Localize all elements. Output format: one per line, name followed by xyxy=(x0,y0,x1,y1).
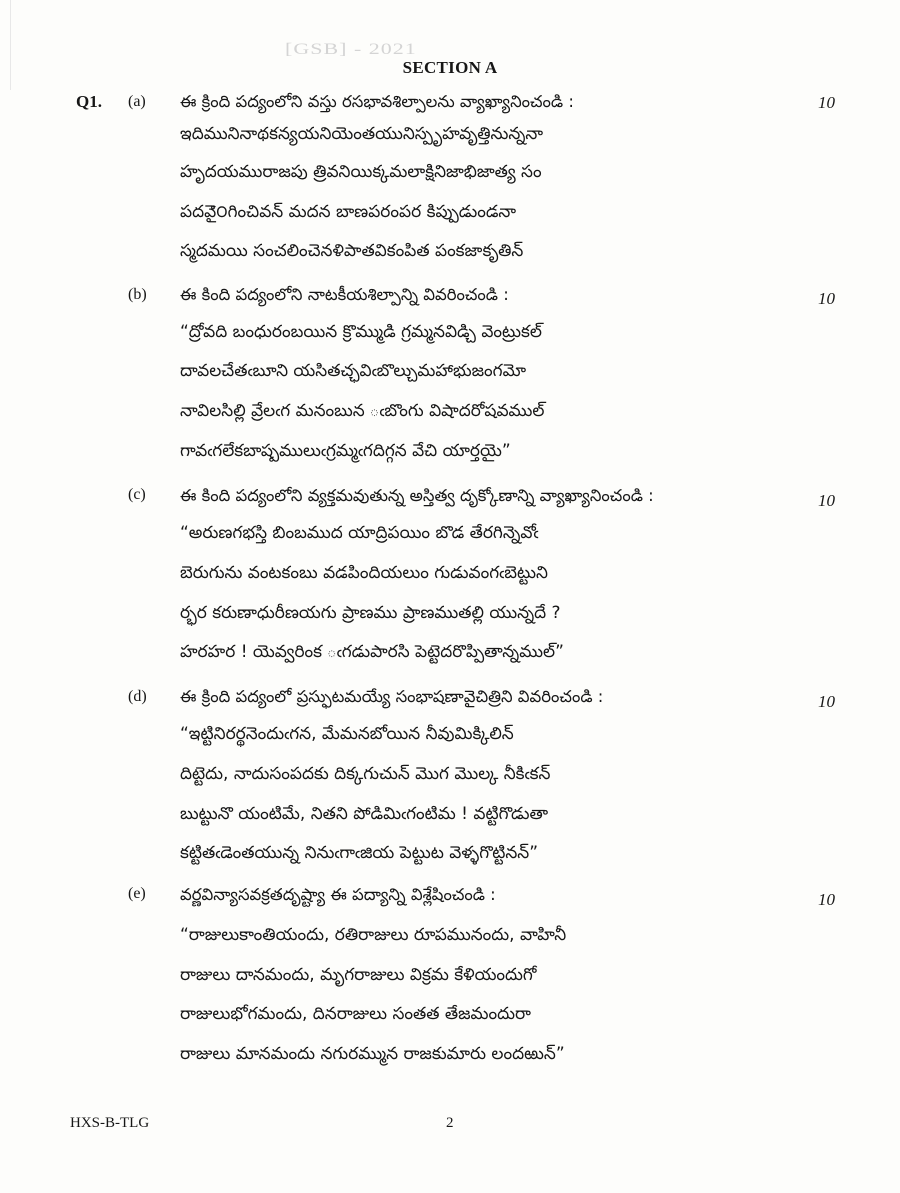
part-label-d: (d) xyxy=(128,688,147,705)
prompt-a: ఈ క్రింది పద్యంలోని వస్తు రసభావశిల్పాలను వ్యాఖ్యానించండి : xyxy=(180,92,574,111)
part-label-b: (b) xyxy=(128,286,147,303)
poem-line-a-2: హృదయమురాజపు త్రివనియిక్కమలాక్షినిజాభిజాత్య సం xyxy=(180,162,542,182)
section-title: SECTION A xyxy=(402,58,498,77)
poem-line-c-1: “అరుణగభస్తి బింబముద యాద్రిపయిం బొడ తేరగిన్నెవోఁ xyxy=(180,523,539,543)
poem-line-c-3: ర్భర కరుణాధురీణయగు ప్రాణము ప్రాణముతల్లి యున్నదే ? xyxy=(180,603,561,623)
poem-line-b-1: “ద్రోవది బంధురంబయిన క్రొమ్ముడి గ్రమ్మనవిడ్చి వెంట్రుకల్ xyxy=(180,322,542,342)
poem-line-a-4: స్మదమయి సంచలించెనళిపాతవికంపిత పంకజాకృతిన్ xyxy=(180,241,524,261)
poem-line-b-4: గావఁగలేకబాష్పములుఁగ్రమ్మఁగదిగ్గన వేచి యార్తయై” xyxy=(180,441,511,461)
marks-a: 10 xyxy=(818,93,835,112)
poem-line-c-4: హరహర ! యెవ్వరింక ఁగడుపారసి పెట్టెదరొప్పితాన్నముల్” xyxy=(180,642,564,662)
part-label-a: (a) xyxy=(128,93,146,110)
prompt-b: ఈ కింది పద్యంలోని నాటకీయశిల్పాన్ని వివరించండి : xyxy=(180,285,509,304)
marks-e: 10 xyxy=(818,890,835,909)
poem-line-d-3: బుట్టునొ యంటిమే, నితని పోడిమిఁగంటిమ ! వట్టిగొడుతా xyxy=(180,804,549,824)
faint-stamp: [GSB] - 2021 xyxy=(285,39,417,58)
paper-code: HXS-B-TLG xyxy=(70,1115,150,1131)
poem-line-b-3: నావిలసిల్లి వ్రేలఁగ మనంబున ఁబొంగు విషాదరోషవముల్ xyxy=(180,401,545,421)
part-label-c: (c) xyxy=(128,486,146,503)
question-number: Q1. xyxy=(76,92,102,111)
part-label-e: (e) xyxy=(128,885,146,902)
poem-line-e-4: రాజులు మానమందు నగురమ్మున రాజకుమారు లందఱున్” xyxy=(180,1044,565,1064)
poem-line-a-1: ఇదిమునినాథకన్యయనియెంతయునిస్పృహవృత్తినున్ననా xyxy=(180,124,544,144)
poem-line-c-2: బెరుగును వంటకంబు వడపిందియలుం గుడువంగఁబెట్టుని xyxy=(180,563,548,583)
page-number: 2 xyxy=(446,1115,454,1131)
prompt-c: ఈ కింది పద్యంలోని వ్యక్తమవుతున్న అస్తిత్వ దృక్కోణాన్ని వ్యాఖ్యానించండి : xyxy=(180,486,654,505)
poem-line-e-3: రాజులుభోగమందు, దినరాజులు సంతత తేజమందురా xyxy=(180,1004,531,1024)
poem-line-e-2: రాజులు దానమందు, మృగరాజులు విక్రమ కేళియందుగో xyxy=(180,965,537,985)
poem-line-e-1: “రాజులుకాంతియందు, రతిరాజులు రూపమునందు, వాహినీ xyxy=(180,925,567,945)
marks-c: 10 xyxy=(818,491,835,510)
poem-line-b-2: దావలచేతఁబూని యసితచ్ఛవిఁబొల్చుమహాభుజంగమో xyxy=(180,361,527,381)
poem-line-d-4: కట్టితఁడెంతయున్న నినుఁగాఁజియ పెట్టుట వెళ్ళగొట్టినన్” xyxy=(180,843,538,863)
marks-b: 10 xyxy=(818,289,835,308)
poem-line-d-1: “ఇట్టినిరర్థనెందుఁగన, మేమనబోయిన నీవుమిక్కిలిన్ xyxy=(180,724,514,744)
prompt-d: ఈ క్రింది పద్యంలో ప్రస్ఫుటమయ్యే సంభాషణావైచిత్రిని వివరించండి : xyxy=(180,687,604,706)
prompt-e: వర్ణవిన్యాసవక్రతదృష్ట్యా ఈ పద్యాన్ని విశ్లేషించండి : xyxy=(180,885,496,904)
poem-line-a-3: పదవైౕ౦గించివన్ మదన బాణపరంపర కిప్పుడుండనా xyxy=(180,202,517,222)
marks-d: 10 xyxy=(818,692,835,711)
poem-line-d-2: దిట్టెదు, నాదుసంపదకు దిక్కగుచున్ మొగ మొల్క నీకిఁకన్ xyxy=(180,764,551,784)
